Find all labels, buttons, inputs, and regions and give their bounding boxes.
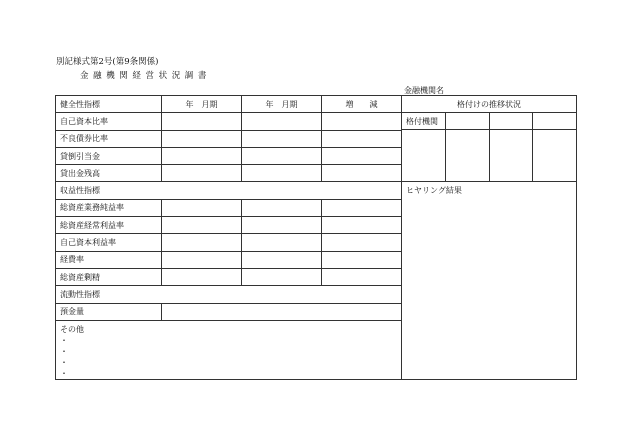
other-row xyxy=(56,320,402,379)
rating-header-row xyxy=(402,96,577,113)
bullet-item: ・ xyxy=(60,368,68,378)
value-cell[interactable] xyxy=(242,147,322,164)
hearing-row xyxy=(402,182,577,380)
value-cell[interactable] xyxy=(162,165,242,182)
rating-values-row xyxy=(402,130,577,182)
value-cell[interactable] xyxy=(242,165,322,182)
soundness-header: 健全性指標 xyxy=(56,96,162,113)
institution-name-label: 金融機関名 xyxy=(404,86,444,95)
document-title: 金融機関経営状況調書 xyxy=(80,71,212,81)
value-cell[interactable] xyxy=(242,217,322,234)
value-cell[interactable] xyxy=(162,147,242,164)
value-cell[interactable] xyxy=(162,130,242,147)
table-row xyxy=(56,165,402,182)
value-cell[interactable] xyxy=(242,199,322,216)
rating-cell[interactable] xyxy=(446,130,490,182)
value-cell[interactable] xyxy=(162,234,242,251)
row-label: 総資産剰精 xyxy=(56,268,162,285)
rating-cell[interactable] xyxy=(533,130,577,182)
value-cell[interactable] xyxy=(242,234,322,251)
value-cell[interactable] xyxy=(322,130,402,147)
value-cell[interactable] xyxy=(162,251,242,268)
value-cell[interactable] xyxy=(242,113,322,130)
table-row xyxy=(56,113,402,130)
value-cell[interactable] xyxy=(242,251,322,268)
value-cell[interactable] xyxy=(162,199,242,216)
change-header: 増 減 xyxy=(322,96,402,113)
value-cell[interactable] xyxy=(322,199,402,216)
profitability-header: 収益性指標 xyxy=(56,182,402,199)
bullet-item: ・ xyxy=(60,357,68,367)
table-row xyxy=(56,268,402,285)
rating-history-header: 格付けの推移状況 xyxy=(402,96,577,113)
table-row xyxy=(56,234,402,251)
liquidity-header: 流動性指標 xyxy=(56,286,402,303)
period-header-1: 年 月期 xyxy=(162,96,242,113)
deposit-value-cell[interactable] xyxy=(162,303,402,320)
row-label: 不良債券比率 xyxy=(56,130,162,147)
rating-cell[interactable] xyxy=(490,113,533,130)
table-row xyxy=(56,147,402,164)
value-cell[interactable] xyxy=(322,165,402,182)
hearing-results-cell[interactable] xyxy=(402,182,577,380)
row-label: 貸倒引当金 xyxy=(56,147,162,164)
value-cell[interactable] xyxy=(322,234,402,251)
hearing-results-label: ヒヤリング結果 xyxy=(406,186,462,195)
value-cell[interactable] xyxy=(322,113,402,130)
section-row xyxy=(56,182,402,199)
table-row xyxy=(56,130,402,147)
indicator-table xyxy=(55,95,402,380)
value-cell[interactable] xyxy=(162,113,242,130)
row-label: 経費率 xyxy=(56,251,162,268)
section-row xyxy=(56,286,402,303)
other-notes-cell[interactable] xyxy=(56,320,402,379)
value-cell[interactable] xyxy=(242,268,322,285)
value-cell[interactable] xyxy=(322,217,402,234)
rating-agency-row xyxy=(402,113,577,130)
rating-agency-label: 格付機関 xyxy=(402,113,446,130)
bullet-item: ・ xyxy=(60,346,68,356)
value-cell[interactable] xyxy=(322,147,402,164)
rating-cell[interactable] xyxy=(533,113,577,130)
form-number-label: 別記様式第2号(第9条関係) xyxy=(56,57,159,67)
table-row xyxy=(56,303,402,320)
rating-hearing-table xyxy=(401,95,577,380)
table-row xyxy=(56,217,402,234)
table-row xyxy=(56,251,402,268)
rating-cell[interactable] xyxy=(446,113,490,130)
rating-cell[interactable] xyxy=(490,130,533,182)
row-label: 自己資本比率 xyxy=(56,113,162,130)
rating-cell[interactable] xyxy=(402,130,446,182)
bullet-item: ・ xyxy=(60,335,68,345)
other-label: その他 xyxy=(60,324,84,334)
row-label: 総資産経常利益率 xyxy=(56,217,162,234)
period-header-2: 年 月期 xyxy=(242,96,322,113)
table-row xyxy=(56,199,402,216)
value-cell[interactable] xyxy=(162,268,242,285)
row-label: 自己資本利益率 xyxy=(56,234,162,251)
value-cell[interactable] xyxy=(162,217,242,234)
value-cell[interactable] xyxy=(322,268,402,285)
table-header-row xyxy=(56,96,402,113)
value-cell[interactable] xyxy=(322,251,402,268)
row-label: 預金量 xyxy=(56,303,162,320)
value-cell[interactable] xyxy=(242,130,322,147)
row-label: 貸出金残高 xyxy=(56,165,162,182)
row-label: 総資産業務純益率 xyxy=(56,199,162,216)
